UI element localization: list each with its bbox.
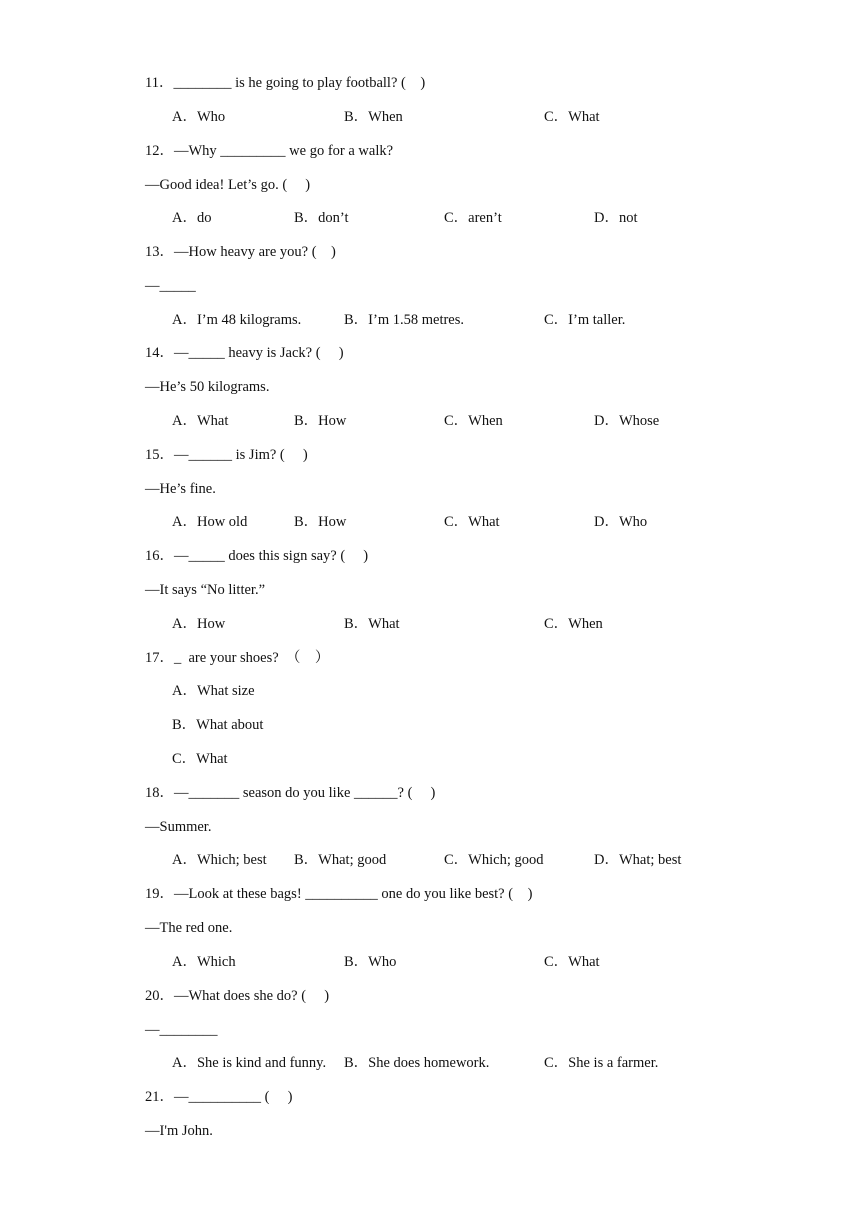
q20-option-c[interactable]: C．She is a farmer. (544, 1055, 659, 1071)
question-18-reply: —Summer. (145, 819, 212, 835)
question-16-stem: 16．—_____ does this sign say? ( ) (145, 548, 369, 564)
q19-option-b[interactable]: B．Who (344, 954, 397, 970)
question-11-stem: 11．________ is he going to play football? ( ) (145, 75, 426, 91)
q15-option-d[interactable]: D．Who (594, 514, 648, 530)
q16-option-c[interactable]: C．When (544, 616, 603, 632)
question-15-reply: —He’s fine. (145, 481, 216, 497)
question-19-reply: —The red one. (145, 920, 233, 936)
q18-option-b[interactable]: B．What; good (294, 852, 387, 868)
q19-option-a[interactable]: A．Which (172, 954, 236, 970)
question-18-stem: 18．—_______ season do you like ______? ( ) (145, 785, 436, 801)
q17-option-a[interactable]: A．What size (172, 683, 255, 699)
q13-option-a[interactable]: A．I’m 48 kilograms. (172, 312, 302, 328)
question-14-reply: —He’s 50 kilograms. (145, 379, 270, 395)
q14-option-c[interactable]: C．When (444, 413, 503, 429)
q18-option-d[interactable]: D．What; best (594, 852, 682, 868)
question-16-reply: —It says “No litter.” (145, 582, 266, 598)
q18-option-c[interactable]: C．Which; good (444, 852, 544, 868)
q15-option-c[interactable]: C．What (444, 514, 500, 530)
q11-option-c[interactable]: C．What (544, 109, 600, 125)
q14-option-d[interactable]: D．Whose (594, 413, 660, 429)
question-19-stem: 19．—Look at these bags! __________ one do you like best? ( ) (145, 886, 533, 902)
q12-option-b[interactable]: B．don’t (294, 210, 349, 226)
q16-option-a[interactable]: A．How (172, 616, 226, 632)
q13-option-b[interactable]: B．I’m 1.58 metres. (344, 312, 465, 328)
q20-option-b[interactable]: B．She does homework. (344, 1055, 490, 1071)
q18-option-a[interactable]: A．Which; best (172, 852, 267, 868)
q16-option-b[interactable]: B．What (344, 616, 400, 632)
q15-option-b[interactable]: B．How (294, 514, 347, 530)
question-21-stem: 21．—__________ ( ) (145, 1089, 293, 1105)
question-13-reply: —_____ (145, 278, 196, 294)
q12-option-d[interactable]: D．not (594, 210, 638, 226)
question-21-reply: —I'm John. (145, 1123, 213, 1139)
q14-option-a[interactable]: A．What (172, 413, 229, 429)
question-13-stem: 13．—How heavy are you? ( ) (145, 244, 336, 260)
question-12-reply: —Good idea! Let’s go. ( ) (145, 177, 311, 193)
q12-option-a[interactable]: A．do (172, 210, 212, 226)
q20-option-a[interactable]: A．She is kind and funny. (172, 1055, 327, 1071)
question-20-reply: —________ (145, 1022, 218, 1038)
q11-option-a[interactable]: A．Who (172, 109, 226, 125)
question-17-stem: 17．_ are your shoes? （ ） (145, 650, 330, 666)
question-20-stem: 20．—What does she do? ( ) (145, 988, 330, 1004)
q11-option-b[interactable]: B．When (344, 109, 403, 125)
q14-option-b[interactable]: B．How (294, 413, 347, 429)
question-12-stem: 12．—Why _________ we go for a walk? (145, 143, 394, 159)
q17-option-b[interactable]: B．What about (172, 717, 264, 733)
q12-option-c[interactable]: C．aren’t (444, 210, 502, 226)
question-14-stem: 14．—_____ heavy is Jack? ( ) (145, 345, 344, 361)
q19-option-c[interactable]: C．What (544, 954, 600, 970)
q17-option-c[interactable]: C．What (172, 751, 228, 767)
q13-option-c[interactable]: C．I’m taller. (544, 312, 626, 328)
q15-option-a[interactable]: A．How old (172, 514, 248, 530)
question-15-stem: 15．—______ is Jim? ( ) (145, 447, 308, 463)
